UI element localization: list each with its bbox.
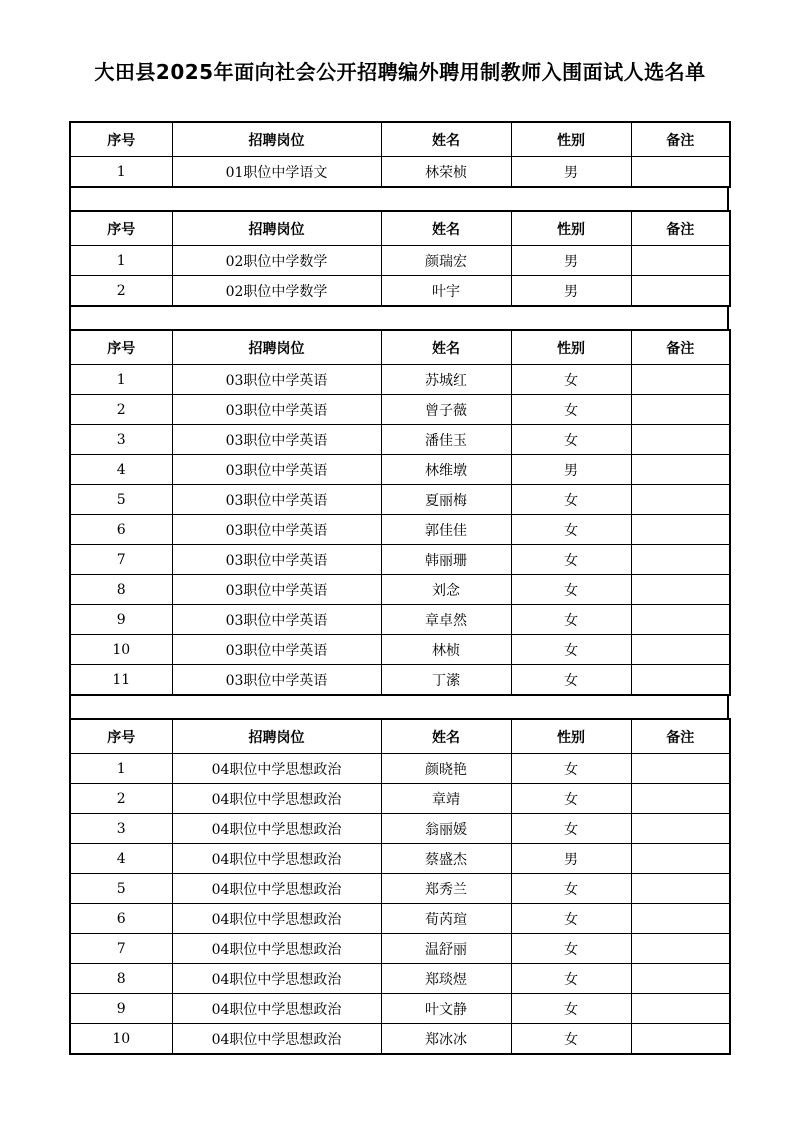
name-cell: 温舒丽 bbox=[381, 934, 511, 964]
note-cell bbox=[631, 246, 730, 276]
header-number: 序号 bbox=[70, 330, 172, 365]
gender-cell: 男 bbox=[511, 276, 631, 307]
name-cell: 章卓然 bbox=[381, 605, 511, 635]
note-cell bbox=[631, 276, 730, 307]
row-number-cell: 3 bbox=[70, 814, 172, 844]
name-cell: 郑冰冰 bbox=[381, 1024, 511, 1055]
note-cell bbox=[631, 425, 730, 455]
post-cell: 03职位中学英语 bbox=[172, 395, 381, 425]
table-row bbox=[70, 1024, 730, 1055]
table-row bbox=[70, 904, 730, 934]
post-cell: 04职位中学思想政治 bbox=[172, 784, 381, 814]
gender-cell: 女 bbox=[511, 934, 631, 964]
row-number-cell: 9 bbox=[70, 994, 172, 1024]
note-cell bbox=[631, 994, 730, 1024]
note-cell bbox=[631, 934, 730, 964]
gender-cell: 女 bbox=[511, 425, 631, 455]
group-separator bbox=[69, 188, 729, 210]
gender-cell: 女 bbox=[511, 754, 631, 784]
name-cell: 夏丽梅 bbox=[381, 485, 511, 515]
table-row bbox=[70, 964, 730, 994]
header-name: 姓名 bbox=[381, 211, 511, 246]
gender-cell: 女 bbox=[511, 904, 631, 934]
note-cell bbox=[631, 814, 730, 844]
header-number: 序号 bbox=[70, 719, 172, 754]
name-cell: 颜瑞宏 bbox=[381, 246, 511, 276]
name-cell: 叶文静 bbox=[381, 994, 511, 1024]
table-row bbox=[70, 605, 730, 635]
post-cell: 03职位中学英语 bbox=[172, 515, 381, 545]
table-row bbox=[70, 874, 730, 904]
post-cell: 04职位中学思想政治 bbox=[172, 1024, 381, 1055]
header-name: 姓名 bbox=[381, 122, 511, 157]
table-row bbox=[70, 276, 730, 307]
header-number: 序号 bbox=[70, 122, 172, 157]
gender-cell: 女 bbox=[511, 874, 631, 904]
header-name: 姓名 bbox=[381, 330, 511, 365]
gender-cell: 女 bbox=[511, 395, 631, 425]
post-cell: 02职位中学数学 bbox=[172, 246, 381, 276]
gender-cell: 女 bbox=[511, 545, 631, 575]
name-cell: 蔡盛杰 bbox=[381, 844, 511, 874]
name-cell: 郑琰煜 bbox=[381, 964, 511, 994]
row-number-cell: 2 bbox=[70, 276, 172, 307]
post-cell: 04职位中学思想政治 bbox=[172, 904, 381, 934]
post-cell: 04职位中学思想政治 bbox=[172, 964, 381, 994]
name-cell: 林荣桢 bbox=[381, 157, 511, 188]
gender-cell: 女 bbox=[511, 365, 631, 395]
post-cell: 03职位中学英语 bbox=[172, 425, 381, 455]
post-cell: 04职位中学思想政治 bbox=[172, 814, 381, 844]
gender-cell: 女 bbox=[511, 994, 631, 1024]
post-cell: 04职位中学思想政治 bbox=[172, 994, 381, 1024]
gender-cell: 女 bbox=[511, 964, 631, 994]
row-number-cell: 2 bbox=[70, 784, 172, 814]
table-row bbox=[70, 395, 730, 425]
post-cell: 04职位中学思想政治 bbox=[172, 934, 381, 964]
gender-cell: 男 bbox=[511, 157, 631, 188]
table-row bbox=[70, 365, 730, 395]
table-header-row bbox=[70, 211, 730, 246]
row-number-cell: 8 bbox=[70, 575, 172, 605]
note-cell bbox=[631, 485, 730, 515]
row-number-cell: 1 bbox=[70, 246, 172, 276]
header-name: 姓名 bbox=[381, 719, 511, 754]
table-row bbox=[70, 455, 730, 485]
name-cell: 韩丽珊 bbox=[381, 545, 511, 575]
table-header-row bbox=[70, 719, 730, 754]
table-row bbox=[70, 246, 730, 276]
note-cell bbox=[631, 844, 730, 874]
row-number-cell: 10 bbox=[70, 635, 172, 665]
name-cell: 章靖 bbox=[381, 784, 511, 814]
note-cell bbox=[631, 365, 730, 395]
row-number-cell: 2 bbox=[70, 395, 172, 425]
table-row bbox=[70, 545, 730, 575]
table-row bbox=[70, 754, 730, 784]
note-cell bbox=[631, 754, 730, 784]
gender-cell: 女 bbox=[511, 575, 631, 605]
header-gender: 性别 bbox=[511, 211, 631, 246]
note-cell bbox=[631, 784, 730, 814]
name-cell: 丁潆 bbox=[381, 665, 511, 696]
row-number-cell: 11 bbox=[70, 665, 172, 696]
note-cell bbox=[631, 575, 730, 605]
name-cell: 颜晓艳 bbox=[381, 754, 511, 784]
gender-cell: 女 bbox=[511, 635, 631, 665]
name-cell: 曾子薇 bbox=[381, 395, 511, 425]
header-post: 招聘岗位 bbox=[172, 122, 381, 157]
gender-cell: 女 bbox=[511, 665, 631, 696]
row-number-cell: 5 bbox=[70, 874, 172, 904]
post-cell: 04职位中学思想政治 bbox=[172, 844, 381, 874]
gender-cell: 女 bbox=[511, 814, 631, 844]
position-group-table bbox=[69, 210, 731, 307]
row-number-cell: 4 bbox=[70, 455, 172, 485]
gender-cell: 女 bbox=[511, 605, 631, 635]
gender-cell: 女 bbox=[511, 515, 631, 545]
name-cell: 潘佳玉 bbox=[381, 425, 511, 455]
table-row bbox=[70, 515, 730, 545]
table-row bbox=[70, 844, 730, 874]
header-gender: 性别 bbox=[511, 122, 631, 157]
post-cell: 03职位中学英语 bbox=[172, 485, 381, 515]
table-row bbox=[70, 665, 730, 696]
group-separator bbox=[69, 307, 729, 329]
post-cell: 04职位中学思想政治 bbox=[172, 874, 381, 904]
header-post: 招聘岗位 bbox=[172, 719, 381, 754]
row-number-cell: 7 bbox=[70, 545, 172, 575]
table-row bbox=[70, 934, 730, 964]
position-group-table bbox=[69, 329, 731, 696]
candidate-list-sheet bbox=[69, 121, 729, 1055]
post-cell: 03职位中学英语 bbox=[172, 545, 381, 575]
table-row bbox=[70, 485, 730, 515]
row-number-cell: 6 bbox=[70, 515, 172, 545]
note-cell bbox=[631, 455, 730, 485]
header-gender: 性别 bbox=[511, 719, 631, 754]
post-cell: 03职位中学英语 bbox=[172, 575, 381, 605]
row-number-cell: 1 bbox=[70, 754, 172, 784]
note-cell bbox=[631, 665, 730, 696]
row-number-cell: 7 bbox=[70, 934, 172, 964]
table-row bbox=[70, 425, 730, 455]
name-cell: 林桢 bbox=[381, 635, 511, 665]
note-cell bbox=[631, 545, 730, 575]
table-row bbox=[70, 784, 730, 814]
header-gender: 性别 bbox=[511, 330, 631, 365]
row-number-cell: 3 bbox=[70, 425, 172, 455]
name-cell: 苏城红 bbox=[381, 365, 511, 395]
position-group-table bbox=[69, 718, 731, 1055]
header-post: 招聘岗位 bbox=[172, 211, 381, 246]
note-cell bbox=[631, 1024, 730, 1055]
row-number-cell: 1 bbox=[70, 157, 172, 188]
row-number-cell: 10 bbox=[70, 1024, 172, 1055]
table-row bbox=[70, 575, 730, 605]
post-cell: 01职位中学语文 bbox=[172, 157, 381, 188]
table-header-row bbox=[70, 330, 730, 365]
name-cell: 刘念 bbox=[381, 575, 511, 605]
note-cell bbox=[631, 904, 730, 934]
header-note: 备注 bbox=[631, 330, 730, 365]
post-cell: 03职位中学英语 bbox=[172, 455, 381, 485]
gender-cell: 女 bbox=[511, 485, 631, 515]
row-number-cell: 6 bbox=[70, 904, 172, 934]
gender-cell: 女 bbox=[511, 784, 631, 814]
note-cell bbox=[631, 515, 730, 545]
name-cell: 郑秀兰 bbox=[381, 874, 511, 904]
note-cell bbox=[631, 395, 730, 425]
name-cell: 叶宇 bbox=[381, 276, 511, 307]
note-cell bbox=[631, 157, 730, 188]
post-cell: 03职位中学英语 bbox=[172, 365, 381, 395]
row-number-cell: 8 bbox=[70, 964, 172, 994]
name-cell: 翁丽媛 bbox=[381, 814, 511, 844]
table-row bbox=[70, 635, 730, 665]
post-cell: 02职位中学数学 bbox=[172, 276, 381, 307]
header-note: 备注 bbox=[631, 719, 730, 754]
gender-cell: 男 bbox=[511, 246, 631, 276]
note-cell bbox=[631, 964, 730, 994]
table-row bbox=[70, 994, 730, 1024]
note-cell bbox=[631, 635, 730, 665]
post-cell: 03职位中学英语 bbox=[172, 605, 381, 635]
position-group-table bbox=[69, 121, 731, 188]
gender-cell: 男 bbox=[511, 844, 631, 874]
name-cell: 郭佳佳 bbox=[381, 515, 511, 545]
row-number-cell: 4 bbox=[70, 844, 172, 874]
header-number: 序号 bbox=[70, 211, 172, 246]
gender-cell: 男 bbox=[511, 455, 631, 485]
page-title: 大田县2025年面向社会公开招聘编外聘用制教师入围面试人选名单 bbox=[94, 60, 706, 84]
name-cell: 荀芮瑄 bbox=[381, 904, 511, 934]
gender-cell: 女 bbox=[511, 1024, 631, 1055]
row-number-cell: 9 bbox=[70, 605, 172, 635]
name-cell: 林维墩 bbox=[381, 455, 511, 485]
header-post: 招聘岗位 bbox=[172, 330, 381, 365]
note-cell bbox=[631, 874, 730, 904]
post-cell: 03职位中学英语 bbox=[172, 665, 381, 696]
post-cell: 04职位中学思想政治 bbox=[172, 754, 381, 784]
row-number-cell: 1 bbox=[70, 365, 172, 395]
row-number-cell: 5 bbox=[70, 485, 172, 515]
post-cell: 03职位中学英语 bbox=[172, 635, 381, 665]
header-note: 备注 bbox=[631, 122, 730, 157]
table-row bbox=[70, 814, 730, 844]
header-note: 备注 bbox=[631, 211, 730, 246]
group-separator bbox=[69, 696, 729, 718]
note-cell bbox=[631, 605, 730, 635]
table-header-row bbox=[70, 122, 730, 157]
table-row bbox=[70, 157, 730, 188]
